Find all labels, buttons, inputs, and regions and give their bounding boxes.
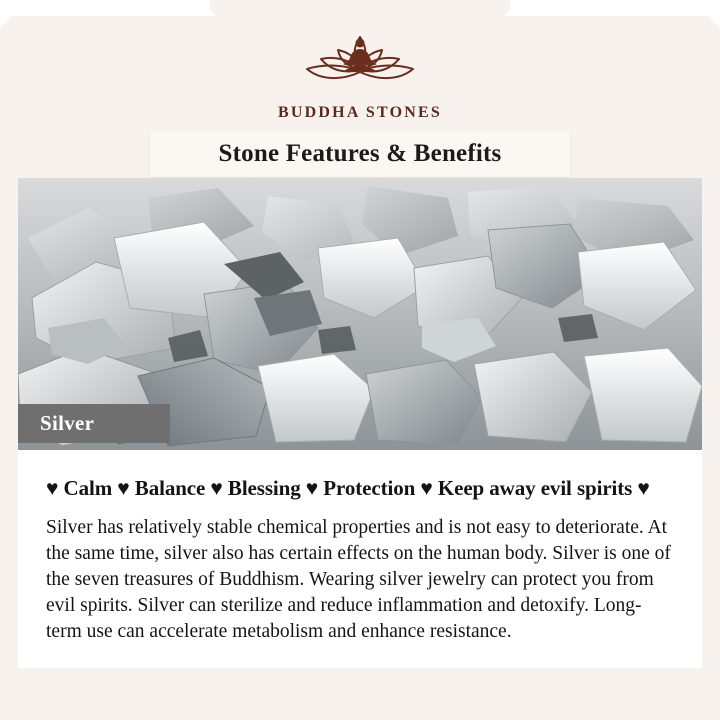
- lotus-meditation-icon: [285, 28, 435, 100]
- stone-keywords: ♥ Calm ♥ Balance ♥ Blessing ♥ Protection ♥ Keep away evil spirits ♥: [46, 476, 650, 500]
- corner-top-right: [692, 0, 720, 28]
- brand-name: BUDDHA STONES: [278, 104, 442, 121]
- top-notch-right: [504, 0, 520, 16]
- page-title: Stone Features & Benefits: [218, 140, 502, 167]
- stone-name: Silver: [40, 411, 95, 435]
- stone-description: Silver has relatively stable chemical properties and is not easy to deteriorate. At the same time, silver also has certain effects on the human body. Silver is one of the seven treasures of Buddhism. Wearing silver jewelry can protect you from evil spirits. Silver can sterilize and reduce inflammation and detoxify. Long-term use can accelerate metabolism and enhance resistance.: [46, 517, 671, 642]
- section-title-band: [150, 131, 570, 177]
- bottom-background: [0, 668, 720, 720]
- stone-description-card: [18, 450, 702, 668]
- top-notch-left: [200, 0, 216, 16]
- top-banner-right: [510, 0, 720, 16]
- corner-top-left: [0, 0, 28, 28]
- top-banner-left: [0, 0, 210, 16]
- brand-logo-area: [0, 28, 720, 122]
- stone-name-plate: [18, 404, 170, 443]
